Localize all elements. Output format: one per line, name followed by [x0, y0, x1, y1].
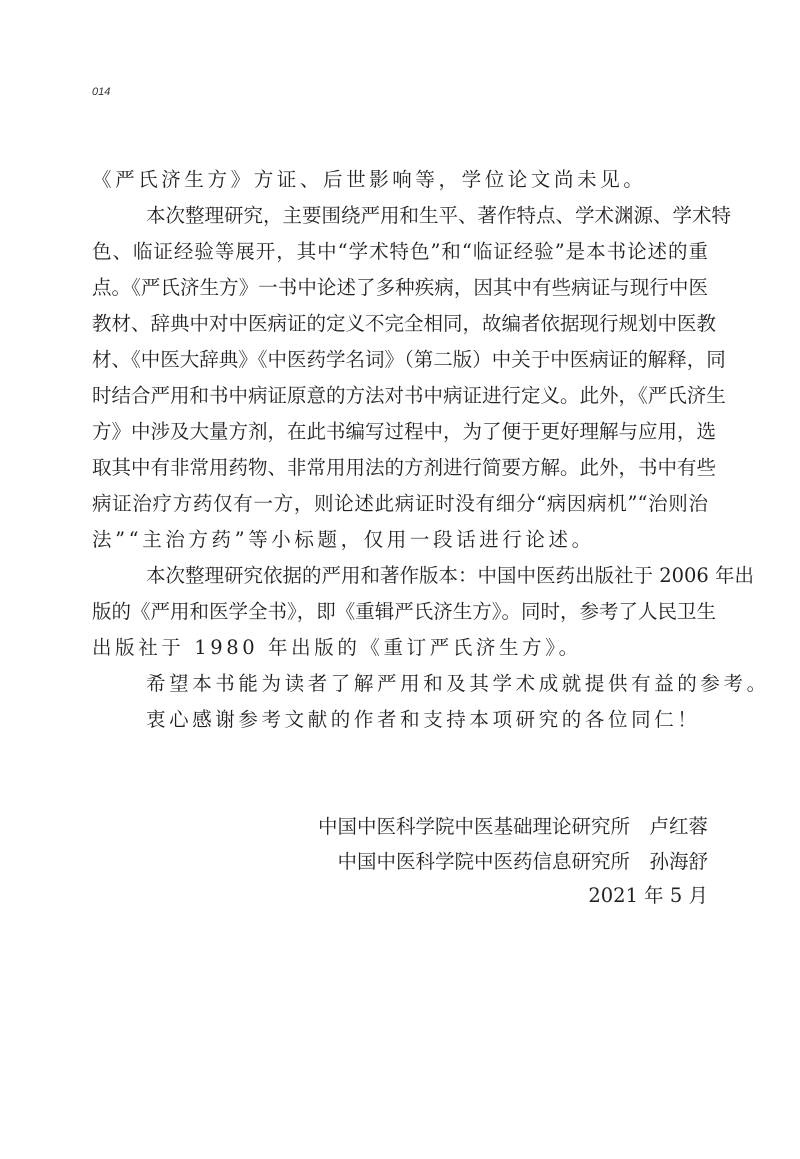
text-line: 希望本书能为读者了解严用和及其学术成就提供有益的参考。	[146, 672, 770, 695]
signature-author-1: 中国中医科学院中医基础理论研究所 卢红蓉	[317, 815, 708, 838]
preface-body	[92, 166, 770, 742]
text-line: 点。《严氏济生方》一书中论述了多种疾病，因其中有些病证与现行中医	[92, 276, 708, 299]
text-line: 衷心感谢参考文献的作者和支持本项研究的各位同仁！	[146, 708, 701, 731]
text-line: 《严氏济生方》方证、后世影响等，学位论文尚未见。	[92, 168, 647, 191]
text-line: 教材、辞典中对中医病证的定义不完全相同，故编者依据现行规划中医教	[92, 312, 717, 335]
text-line: 版的《严用和医学全书》，即《重辑严氏济生方》。同时，参考了人民卫生	[92, 600, 717, 623]
text-line: 病证治疗方药仅有一方，则论述此病证时没有细分“病因病机”“治则治	[92, 492, 708, 515]
signature-date: 2021 年 5 月	[588, 884, 708, 907]
text-line: 出版社于 1980 年出版的《重订严氏济生方》。	[92, 636, 582, 659]
signature-author-2: 中国中医科学院中医药信息研究所 孙海舒	[337, 850, 708, 873]
text-line: 取其中有非常用药物、非常用用法的方剂进行简要方解。此外，书中有些	[92, 456, 717, 479]
text-line: 色、临证经验等展开，其中“学术特色”和“临证经验”是本书论述的重	[92, 240, 708, 263]
text-line: 方》中涉及大量方剂，在此书编写过程中，为了便于更好理解与应用，选	[92, 420, 717, 443]
page-number: 014	[92, 86, 111, 98]
text-line: 本次整理研究，主要围绕严用和生平、著作特点、学术渊源、学术特	[146, 204, 732, 227]
text-line: 时结合严用和书中病证原意的方法对书中病证进行定义。此外，《严氏济生	[92, 384, 726, 407]
text-line: 法”“主治方药”等小标题，仅用一段话进行论述。	[92, 528, 595, 551]
text-line: 材、《中医大辞典》《中医药学名词》（第二版）中关于中医病证的解释，同	[92, 348, 726, 371]
text-line: 本次整理研究依据的严用和著作版本：中国中医药出版社于 2006 年出	[146, 564, 755, 587]
